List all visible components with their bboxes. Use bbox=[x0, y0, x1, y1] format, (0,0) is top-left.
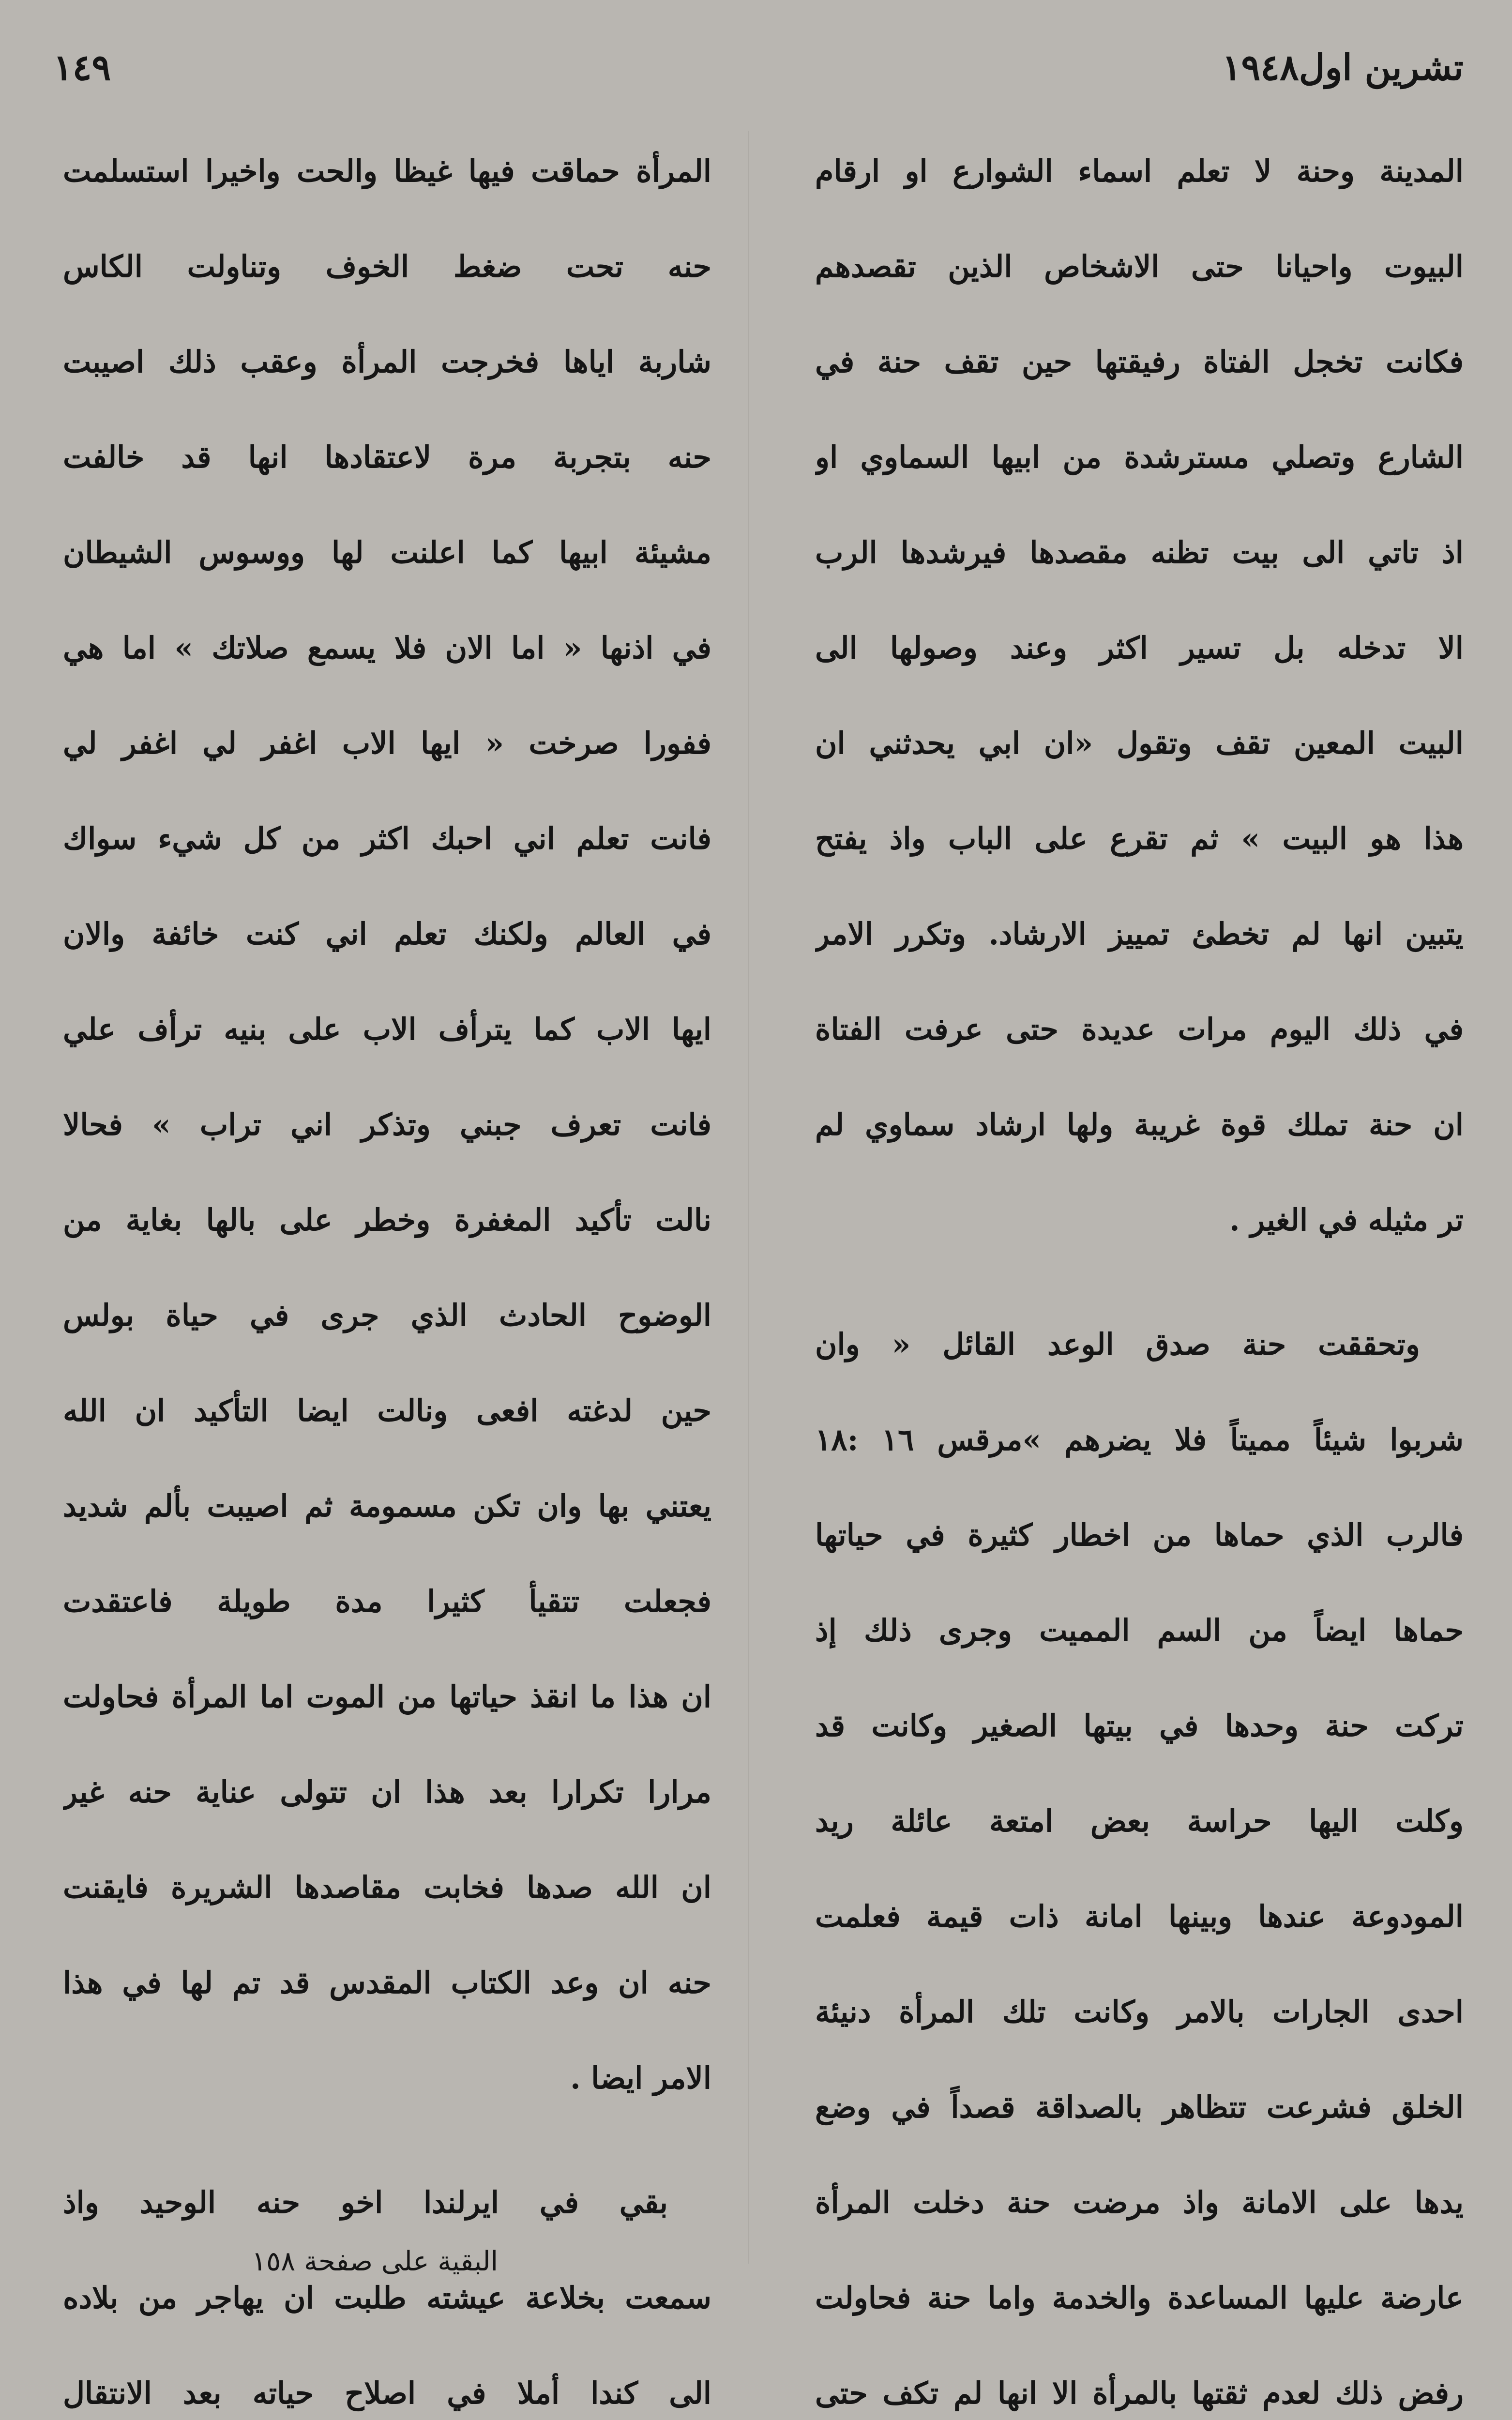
text-line: ان حنة تملك قوة غريبة ولها ارشاد سماوي لم bbox=[815, 1107, 1464, 1142]
text-line: تركت حنة وحدها في بيتها الصغير وكانت قد bbox=[815, 1708, 1464, 1743]
text-line: اذ تاتي الى بيت تظنه مقصدها فيرشدها الرب bbox=[815, 535, 1464, 570]
text-line: مشيئة ابيها كما اعلنت لها ووسوس الشيطان bbox=[63, 535, 711, 570]
text-line: وكلت اليها حراسة بعض امتعة عائلة ريد bbox=[815, 1803, 1464, 1839]
text-line: فالرب الذي حماها من اخطار كثيرة في حياتها bbox=[815, 1517, 1464, 1553]
text-line: بقي في ايرلندا اخو حنه الوحيد واذ bbox=[63, 2185, 668, 2220]
text-line: في اذنها « اما الان فلا يسمع صلاتك » اما هي bbox=[63, 630, 711, 666]
text-line: نالت تأكيد المغفرة وخطر على بالها بغاية من bbox=[63, 1202, 711, 1238]
text-line: حنه ان وعد الكتاب المقدس قد تم لها في هذا bbox=[63, 1965, 711, 2000]
paragraph-gap bbox=[815, 1268, 1464, 1297]
text-line: الوضوح الحادث الذي جرى في حياة بولس bbox=[63, 1298, 711, 1333]
text-line: الخلق فشرعت تتظاهر بالصداقة قصداً في وضع bbox=[815, 2089, 1464, 2125]
text-line: عارضة عليها المساعدة والخدمة واما حنة فحاولت bbox=[815, 2280, 1464, 2315]
text-line: وتحققت حنة صدق الوعد القائل « وان bbox=[815, 1327, 1420, 1362]
text-line: حنه تحت ضغط الخوف وتناولت الكاس bbox=[63, 249, 711, 284]
text-line: ايها الاب كما يترأف الاب على بنيه ترأف علي bbox=[63, 1012, 711, 1047]
page-number: ١٤٩ bbox=[53, 47, 111, 89]
text-line: الى كندا أملا في اصلاح حياته بعد الانتقال bbox=[63, 2375, 711, 2411]
text-line: حنه بتجربة مرة لاعتقادها انها قد خالفت bbox=[63, 439, 711, 475]
text-line: فكانت تخجل الفتاة رفيقتها حين تقف حنة في bbox=[815, 344, 1464, 379]
text-line: شاربة اياها فخرجت المرأة وعقب ذلك اصيبت bbox=[63, 344, 711, 379]
right-column bbox=[815, 123, 1464, 2420]
text-line: الشارع وتصلي مسترشدة من ابيها السماوي او bbox=[815, 439, 1464, 475]
continuation-note: البقية على صفحة ١٥٨ bbox=[252, 2246, 499, 2277]
text-line: يدها على الامانة واذ مرضت حنة دخلت المرأة bbox=[815, 2185, 1464, 2220]
text-line: مرارا تكرارا بعد هذا ان تتولى عناية حنه غير bbox=[63, 1774, 711, 1810]
text-line: هذا هو البيت » ثم تقرع على الباب واذ يفتح bbox=[815, 821, 1464, 856]
text-line: البيوت واحيانا حتى الاشخاص الذين تقصدهم bbox=[815, 249, 1464, 284]
text-line: فانت تعرف جبني وتذكر اني تراب » فحالا bbox=[63, 1107, 711, 1142]
column-divider bbox=[748, 131, 749, 2264]
text-line: في ذلك اليوم مرات عديدة حتى عرفت الفتاة bbox=[815, 1012, 1464, 1047]
paragraph-gap bbox=[63, 2126, 711, 2155]
text-line: فانت تعلم اني احبك اكثر من كل شيء سواك bbox=[63, 821, 711, 856]
text-line: ففورا صرخت « ايها الاب اغفر لي اغفر لي bbox=[63, 726, 711, 761]
text-line: شربوا شيئاً مميتاً فلا يضرهم »مرقس ١٦ :١٨ bbox=[815, 1422, 1464, 1457]
header-date: تشرين اول١٩٤٨ bbox=[1222, 47, 1464, 89]
text-line: رفض ذلك لعدم ثقتها بالمرأة الا انها لم تكف حتى bbox=[815, 2375, 1464, 2411]
text-line: احدى الجارات بالامر وكانت تلك المرأة دنيئة bbox=[815, 1994, 1464, 2029]
text-line: المرأة حماقت فيها غيظا والحت واخيرا استسلمت bbox=[63, 153, 711, 189]
text-line: سمعت بخلاعة عيشته طلبت ان يهاجر من بلاده bbox=[63, 2280, 711, 2315]
text-line: يتبين انها لم تخطئ تمييز الارشاد. وتكرر الامر bbox=[815, 916, 1464, 952]
text-line: الامر ايضا . bbox=[570, 2060, 711, 2096]
text-line: في العالم ولكنك تعلم اني كنت خائفة والان bbox=[63, 916, 711, 952]
text-line: المودوعة عندها وبينها امانة ذات قيمة فعلمت bbox=[815, 1899, 1464, 1934]
text-line: ان الله صدها فخابت مقاصدها الشريرة فايقنت bbox=[63, 1870, 711, 1905]
text-line: ان هذا ما انقذ حياتها من الموت اما المرأة فحاولت bbox=[63, 1679, 711, 1714]
text-line: حماها ايضاً من السم المميت وجرى ذلك إذ bbox=[815, 1613, 1464, 1648]
text-line: حين لدغته افعى ونالت ايضا التأكيد ان الله bbox=[63, 1393, 711, 1428]
text-line: المدينة وحنة لا تعلم اسماء الشوارع او ارقام bbox=[815, 153, 1464, 189]
text-line: البيت المعين تقف وتقول «ان ابي يحدثني ان bbox=[815, 726, 1464, 761]
text-line: فجعلت تتقيأ كثيرا مدة طويلة فاعتقدت bbox=[63, 1584, 711, 1619]
page-header bbox=[53, 34, 1464, 102]
text-line: تر مثيله في الغير . bbox=[1229, 1202, 1464, 1238]
text-line: يعتني بها وان تكن مسمومة ثم اصيبت بألم شديد bbox=[63, 1488, 711, 1524]
text-line: الا تدخله بل تسير اكثر وعند وصولها الى bbox=[815, 630, 1464, 666]
left-column bbox=[63, 123, 711, 2420]
